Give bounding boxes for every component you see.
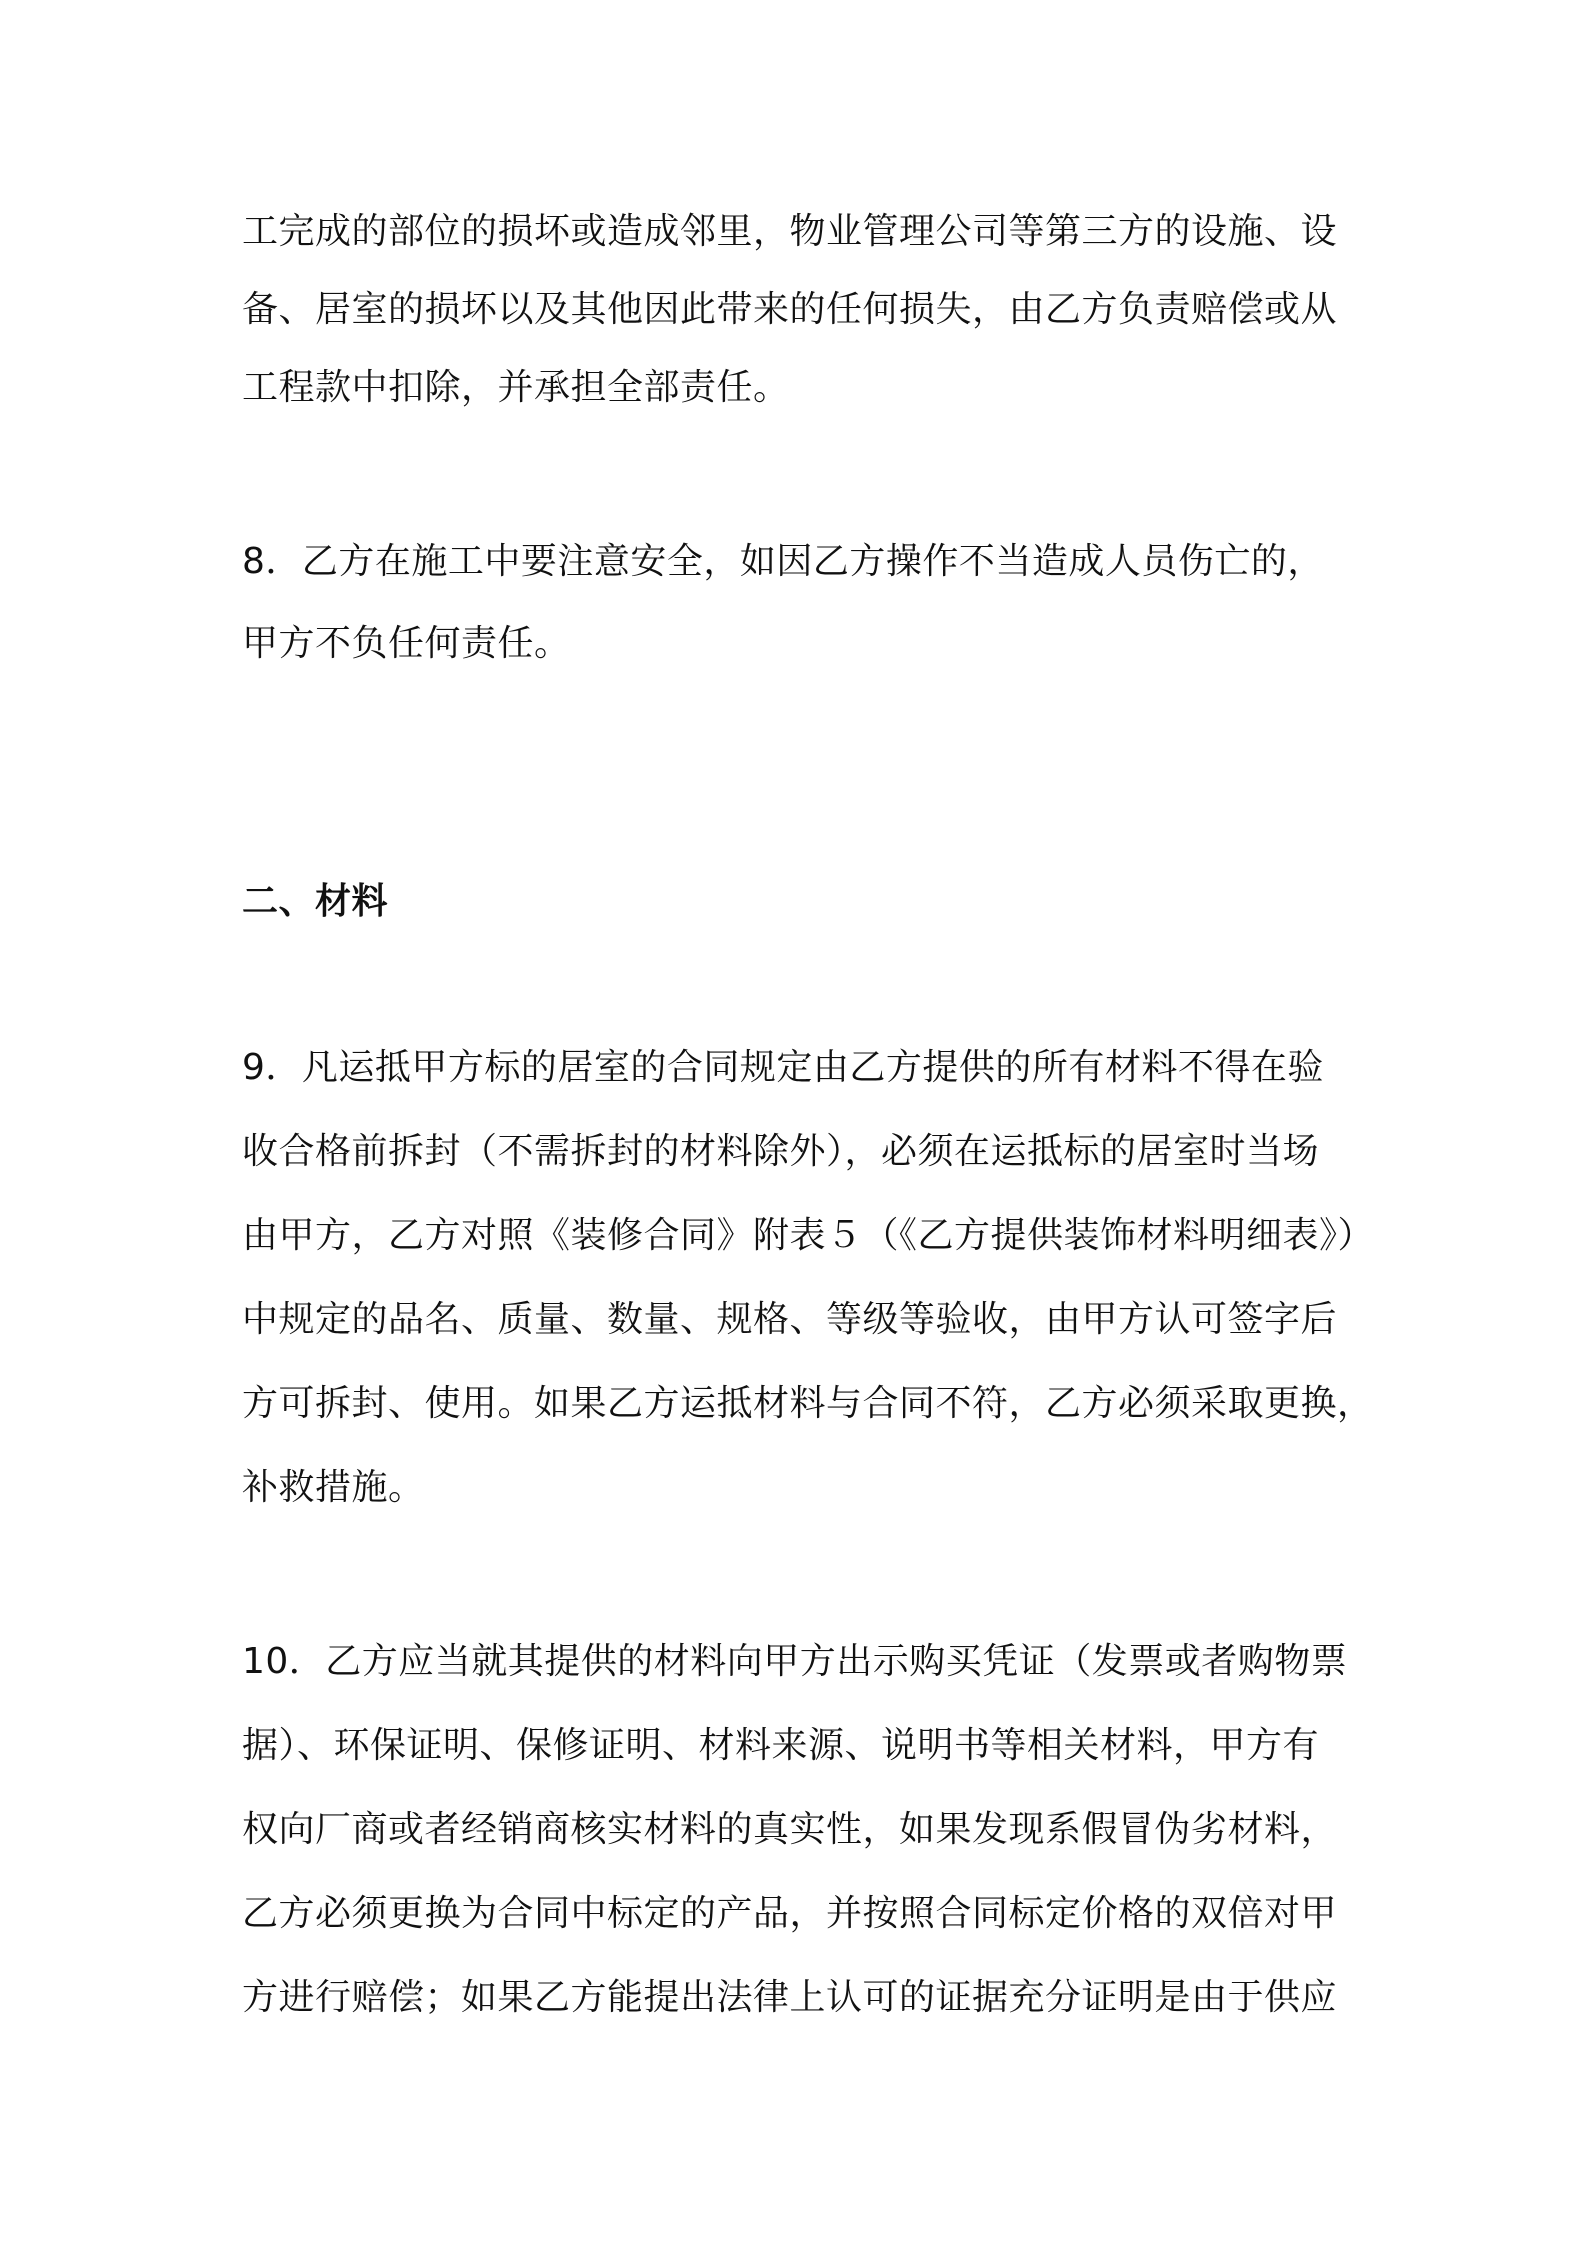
text-line: 中规定的品名、质量、数量、规格、等级等验收，由甲方认可签字后 — [242, 1299, 1338, 1340]
text-line: 收合格前拆封（不需拆封的材料除外），必须在运抵标的居室时当场 — [242, 1131, 1320, 1172]
text-line: 8．乙方在施工中要注意安全，如因乙方操作不当造成人员伤亡的， — [242, 541, 1324, 582]
text-line: 备、居室的损坏以及其他因此带来的任何损失，由乙方负责赔偿或从 — [242, 289, 1338, 330]
text-line: 10．乙方应当就其提供的材料向甲方出示购买凭证（发票或者购物票 — [242, 1641, 1348, 1682]
text-line: 由甲方，乙方对照《装修合同》附表５（《乙方提供装饰材料明细表》） — [242, 1215, 1375, 1256]
text-line: 方进行赔偿；如果乙方能提出法律上认可的证据充分证明是由于供应 — [242, 1977, 1338, 2018]
text-line: 工完成的部位的损坏或造成邻里，物业管理公司等第三方的设施、设 — [242, 211, 1338, 252]
text-line: 甲方不负任何责任。 — [242, 623, 571, 664]
text-line: 乙方必须更换为合同中标定的产品，并按照合同标定价格的双倍对甲 — [242, 1893, 1338, 1934]
section-heading: 二、材料 — [242, 881, 389, 922]
text-line: 权向厂商或者经销商核实材料的真实性，如果发现系假冒伪劣材料， — [242, 1809, 1338, 1850]
text-line: 补救措施。 — [242, 1467, 425, 1508]
text-line: 据）、环保证明、保修证明、材料来源、说明书等相关材料，甲方有 — [242, 1725, 1320, 1766]
text-line: 9．凡运抵甲方标的居室的合同规定由乙方提供的所有材料不得在验 — [242, 1047, 1324, 1088]
text-line: 工程款中扣除，并承担全部责任。 — [242, 367, 790, 408]
text-line: 方可拆封、使用。如果乙方运抵材料与合同不符，乙方必须采取更换， — [242, 1383, 1374, 1424]
